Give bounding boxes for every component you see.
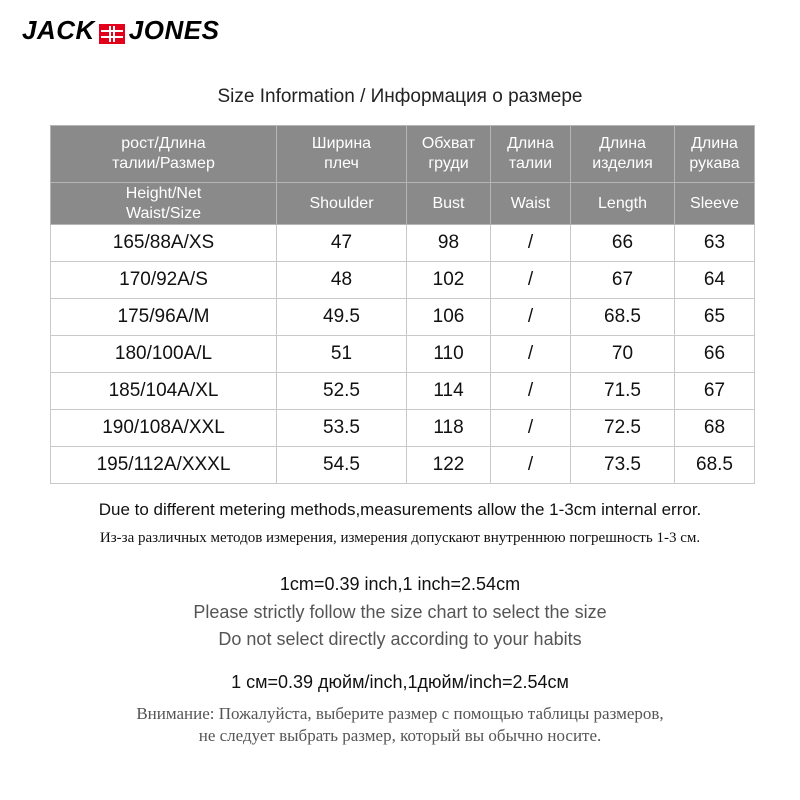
brand-name-left: JACK bbox=[22, 14, 95, 45]
table-row bbox=[51, 262, 755, 299]
header-length-ru: Длина изделия bbox=[571, 126, 675, 183]
cell-sleeve: 67 bbox=[675, 373, 755, 410]
brand-name-right: JONES bbox=[128, 14, 220, 45]
habit-hint: Do not select directly according to your habits bbox=[218, 629, 582, 649]
table-row bbox=[51, 373, 755, 410]
unit-conversion-en: 1cm=0.39 inch,1 inch=2.54cm bbox=[279, 574, 521, 594]
brand-logo bbox=[22, 16, 219, 44]
header-size-ru: рост/Длина талии/Размер bbox=[51, 126, 277, 183]
cell-bust: 106 bbox=[407, 299, 491, 336]
cell-length: 67 bbox=[571, 262, 675, 299]
cell-length: 72.5 bbox=[571, 410, 675, 447]
cell-sleeve: 64 bbox=[675, 262, 755, 299]
table-row bbox=[51, 225, 755, 262]
header-waist-ru: Длина талии bbox=[491, 126, 571, 183]
cell-bust: 110 bbox=[407, 336, 491, 373]
cell-size: 175/96A/M bbox=[51, 299, 277, 336]
header-waist-en: Waist bbox=[491, 183, 571, 225]
header-bust-en: Bust bbox=[407, 183, 491, 225]
cell-size: 195/112A/XXXL bbox=[51, 447, 277, 484]
table-row bbox=[51, 299, 755, 336]
cell-waist: / bbox=[491, 299, 571, 336]
cell-waist: / bbox=[491, 447, 571, 484]
table-row bbox=[51, 410, 755, 447]
cell-shoulder: 53.5 bbox=[277, 410, 407, 447]
page-title: Size Information / Информация о размере bbox=[217, 86, 583, 107]
header-bust-ru: Обхват груди bbox=[407, 126, 491, 183]
cell-waist: / bbox=[491, 336, 571, 373]
cell-sleeve: 68.5 bbox=[675, 447, 755, 484]
cell-length: 73.5 bbox=[571, 447, 675, 484]
size-chart-hint: Please strictly follow the size chart to select the size bbox=[193, 602, 607, 622]
header-shoulder-en: Shoulder bbox=[277, 183, 407, 225]
warning-ru-line2: не следует выбрать размер, который вы обычно носите. bbox=[198, 726, 602, 745]
cell-length: 68.5 bbox=[571, 299, 675, 336]
cell-waist: / bbox=[491, 262, 571, 299]
cell-size: 185/104A/XL bbox=[51, 373, 277, 410]
cell-sleeve: 65 bbox=[675, 299, 755, 336]
unit-conversion-ru: 1 см=0.39 дюйм/inch,1дюйм/inch=2.54см bbox=[231, 672, 569, 692]
header-size-en: Height/Net Waist/Size bbox=[51, 183, 277, 225]
cell-shoulder: 48 bbox=[277, 262, 407, 299]
cell-sleeve: 63 bbox=[675, 225, 755, 262]
cell-bust: 98 bbox=[407, 225, 491, 262]
table-row bbox=[51, 336, 755, 373]
cell-shoulder: 52.5 bbox=[277, 373, 407, 410]
header-row-ru bbox=[51, 126, 755, 183]
header-sleeve-en: Sleeve bbox=[675, 183, 755, 225]
cell-bust: 114 bbox=[407, 373, 491, 410]
cell-shoulder: 47 bbox=[277, 225, 407, 262]
cell-bust: 102 bbox=[407, 262, 491, 299]
cell-sleeve: 68 bbox=[675, 410, 755, 447]
cell-shoulder: 54.5 bbox=[277, 447, 407, 484]
cell-size: 180/100A/L bbox=[51, 336, 277, 373]
header-row-en bbox=[51, 183, 755, 225]
cell-size: 190/108A/XXL bbox=[51, 410, 277, 447]
cell-bust: 118 bbox=[407, 410, 491, 447]
cell-shoulder: 51 bbox=[277, 336, 407, 373]
measurement-error-note-ru: Из-за различных методов измерения, измерения допускают внутреннюю погрешность 1-3 см. bbox=[99, 530, 701, 546]
cell-sleeve: 66 bbox=[675, 336, 755, 373]
cell-waist: / bbox=[491, 410, 571, 447]
union-flag-icon bbox=[99, 20, 125, 40]
cell-waist: / bbox=[491, 373, 571, 410]
warning-ru-line1: Внимание: Пожалуйста, выберите размер с помощью таблицы размеров, bbox=[136, 704, 664, 723]
cell-bust: 122 bbox=[407, 447, 491, 484]
size-table bbox=[50, 125, 755, 484]
header-length-en: Length bbox=[571, 183, 675, 225]
measurement-error-note-en: Due to different metering methods,measurements allow the 1-3cm internal error. bbox=[98, 500, 702, 519]
cell-length: 71.5 bbox=[571, 373, 675, 410]
cell-length: 66 bbox=[571, 225, 675, 262]
cell-length: 70 bbox=[571, 336, 675, 373]
header-shoulder-ru: Ширина плеч bbox=[277, 126, 407, 183]
header-sleeve-ru: Длина рукава bbox=[675, 126, 755, 183]
cell-shoulder: 49.5 bbox=[277, 299, 407, 336]
cell-waist: / bbox=[491, 225, 571, 262]
cell-size: 165/88A/XS bbox=[51, 225, 277, 262]
cell-size: 170/92A/S bbox=[51, 262, 277, 299]
table-row bbox=[51, 447, 755, 484]
